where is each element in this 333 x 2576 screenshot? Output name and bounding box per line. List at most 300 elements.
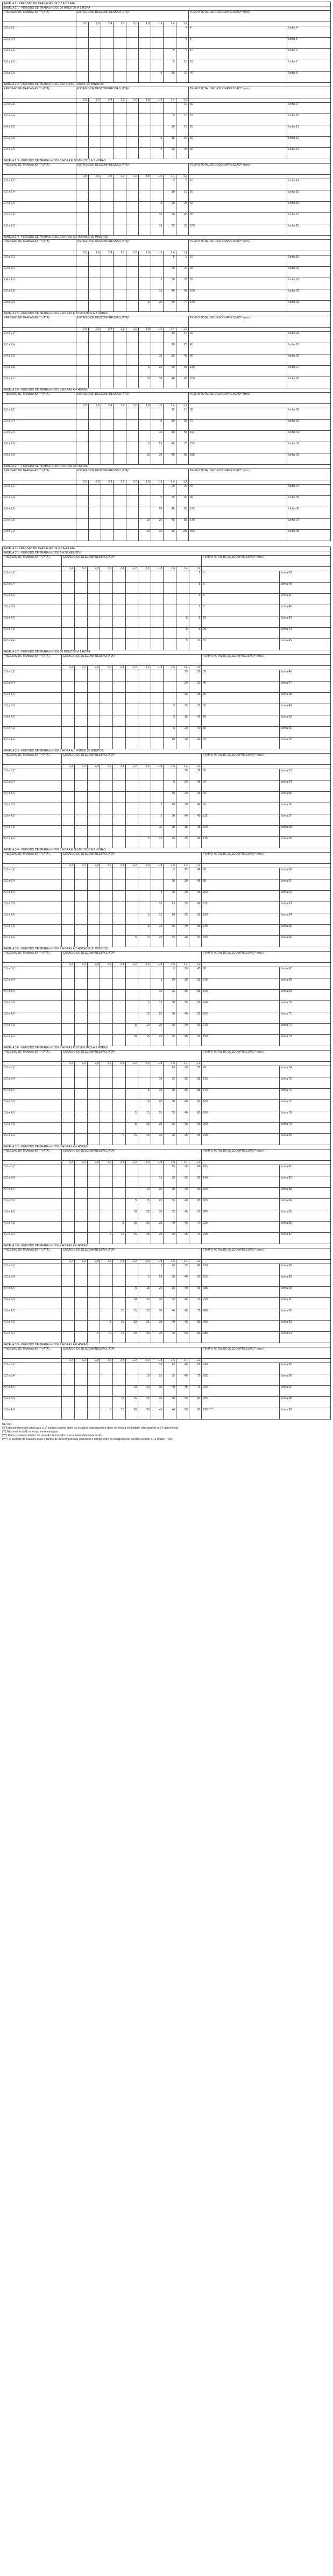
stage-value-cell [138, 868, 151, 879]
total-time-cell: 100 [188, 224, 287, 236]
table-row [3, 125, 331, 137]
stage-value-cell [76, 366, 88, 377]
stage-header-cell: 2,6 [88, 251, 101, 256]
line-label-cell: Linha 35 [287, 496, 331, 507]
stage-value-cell [112, 1386, 125, 1397]
stage-header-blank [3, 666, 62, 670]
stage-value-cell [112, 891, 125, 902]
stage-value-cell: 30 [151, 1210, 164, 1222]
header-tempo: TEMPO TOTAL DE DESCOMPRESSÃO** (min.) [202, 754, 331, 765]
stage-value-cell: 40 [164, 431, 176, 442]
stage-value-cell: 60 [189, 1165, 202, 1176]
stage-value-cell: 10 [176, 103, 188, 114]
table-row [3, 1321, 331, 1332]
stage-header-cell: 2,4 [112, 1161, 125, 1165]
stage-value-cell [112, 594, 125, 605]
table-row [3, 693, 331, 704]
stage-value-cell: 5 [112, 1134, 125, 1145]
stage-value-cell: 45 [176, 289, 188, 301]
stage-value-cell: 15 [125, 1222, 138, 1233]
stage-value-cell [125, 769, 138, 780]
stage-value-cell [76, 354, 88, 366]
stage-value-cell [76, 114, 88, 125]
table-row [3, 343, 331, 354]
stage-value-cell [126, 377, 138, 388]
line-label-cell: Linha 86 [280, 1222, 331, 1233]
stage-value-cell [100, 693, 113, 704]
stage-value-cell [114, 408, 126, 420]
table-row [3, 1165, 331, 1176]
stage-value-cell [126, 519, 138, 530]
stage-header-cell: 2,8 [76, 404, 88, 408]
stage-header-row [3, 98, 331, 103]
total-time-cell: 15 [188, 60, 287, 72]
stage-value-cell [100, 879, 113, 891]
stage-value-cell [138, 72, 151, 83]
stage-header-cell: 3,2 [74, 963, 87, 967]
total-time-cell: 95 [202, 803, 280, 814]
table-row [3, 616, 331, 628]
stage-value-cell: 40 [176, 1100, 189, 1111]
line-label-cell: Linha 94 [280, 1332, 331, 1343]
stage-value-cell [101, 519, 114, 530]
stage-header-cell: 2,0 [138, 963, 151, 967]
stage-value-cell [76, 125, 88, 137]
stage-value-cell [138, 990, 151, 1001]
stage-value-cell: 30 [164, 1089, 176, 1100]
stage-value-cell: 25 [151, 1287, 164, 1298]
line-label-cell: Linha 54 [280, 780, 331, 792]
stage-header-cell: 3,4 [62, 864, 75, 868]
stage-value-cell [112, 978, 125, 990]
stage-value-cell [74, 682, 87, 693]
stage-value-cell [74, 1066, 87, 1077]
stage-value-cell: 25 [164, 1077, 176, 1089]
stage-value-cell: 20 [189, 670, 202, 682]
stage-value-cell [126, 213, 138, 224]
stage-header-cell: 2,8 [87, 666, 100, 670]
stage-header-cell: 1,2 [189, 666, 202, 670]
stage-value-cell [74, 628, 87, 639]
stage-header-cell: 2,2 [125, 1260, 138, 1264]
line-label-cell: Linha 72 [280, 1024, 331, 1035]
stage-value-cell [87, 868, 100, 879]
stage-value-cell [100, 780, 113, 792]
stage-value-cell [101, 332, 114, 343]
pressure-cell: 4,2 a 4,4 [3, 837, 62, 848]
stage-value-cell [126, 26, 138, 38]
table-row [3, 1386, 331, 1397]
stage-value-cell [112, 1012, 125, 1024]
pressure-cell: 2,8 a 2,9 [3, 72, 76, 83]
stage-value-cell: 15 [151, 837, 164, 848]
stage-value-cell [114, 72, 126, 83]
stage-value-cell: 5 [189, 616, 202, 628]
table-row [3, 496, 331, 507]
stage-value-cell: 15 [151, 289, 164, 301]
stage-value-cell: 30 [164, 826, 176, 837]
stage-value-cell [100, 616, 113, 628]
stage-header-blank [202, 765, 331, 769]
stage-header-blank [3, 1062, 62, 1066]
section-title: TABELA 3.7 - PERÍODO DE TRABALHO DE 3 HORAS A 4 HORAS [3, 1145, 331, 1149]
stage-header-cell: 2,6 [88, 175, 101, 179]
line-label-cell: Linha 46 [280, 670, 331, 682]
stage-value-cell [125, 978, 138, 990]
table-row [3, 60, 331, 72]
pressure-cell: 3,2 a 3,4 [3, 1176, 62, 1188]
stage-value-cell: 45 [189, 879, 202, 891]
stage-value-cell [125, 715, 138, 727]
stage-value-cell [74, 583, 87, 594]
table-row [3, 670, 331, 682]
stage-header-blank [188, 328, 330, 332]
stage-value-cell [138, 114, 151, 125]
stage-value-cell [126, 366, 138, 377]
stage-value-cell: 5 [151, 202, 164, 213]
stage-header-cell: 2,6 [100, 567, 113, 571]
stage-header-blank [188, 98, 330, 103]
stage-value-cell [74, 571, 87, 583]
stage-value-cell: 5 [151, 803, 164, 814]
stage-value-cell [138, 583, 151, 594]
stage-value-cell: 35 [176, 826, 189, 837]
stage-value-cell [87, 978, 100, 990]
stage-value-cell [101, 125, 114, 137]
stage-value-cell [62, 1298, 75, 1309]
stage-value-cell: 25 [151, 301, 164, 312]
stage-header-cell: 2,2 [125, 666, 138, 670]
stage-value-cell [62, 967, 75, 978]
stage-value-cell [62, 727, 75, 738]
total-time-cell: 80 [188, 213, 287, 224]
stage-value-cell [114, 114, 126, 125]
stage-value-cell [112, 1287, 125, 1298]
line-label-cell: Linha 87 [280, 1233, 331, 1244]
pressure-cell: 3,0 a 3,2 [3, 571, 62, 583]
stage-value-cell: 35 [164, 354, 176, 366]
total-time-cell: 160 [202, 1188, 280, 1199]
stage-header-blank [3, 98, 76, 103]
section-title-row [3, 236, 331, 240]
stage-value-cell [125, 780, 138, 792]
line-label-cell: Linha 44 [280, 628, 331, 639]
stage-value-cell [112, 682, 125, 693]
stage-header-blank [3, 251, 76, 256]
stage-header-cell: 1,6 [164, 1161, 176, 1165]
header-tempo: TEMPO TOTAL DE DESCOMPRESSÃO** (min.) [202, 1347, 331, 1359]
stage-header-cell: 1,2 [189, 963, 202, 967]
line-label-cell: Linha 32 [287, 442, 331, 453]
stage-value-cell: 35 [164, 1287, 176, 1298]
section-title: TABELA 2.3 - PERÍODO DE TRABALHO DE 1 HORA E 30 MINUTOS A 2 HORAS [3, 159, 331, 164]
stage-value-cell: 5 [189, 583, 202, 594]
total-time-cell: 185 [202, 1374, 280, 1386]
stage-value-cell: 70 [189, 1298, 202, 1309]
stage-header-cell: 1,2 [189, 1359, 202, 1363]
stage-value-cell: 45 [176, 1298, 189, 1309]
table-row [3, 431, 331, 442]
stage-value-cell [151, 267, 164, 278]
header-pressao: PRESSÃO DE TRABALHO *** (ATA) [3, 853, 62, 864]
stage-value-cell [88, 114, 101, 125]
stage-value-cell: 35 [189, 769, 202, 780]
header-tempo: TEMPO TOTAL DE DESCOMPRESSÃO** (min.) [202, 1149, 331, 1161]
line-label-cell: Linha 13 [287, 148, 331, 159]
stage-value-cell [74, 594, 87, 605]
pressure-cell: 2,0 a 2,2 [3, 179, 76, 190]
header-tempo: TEMPO TOTAL DE DESCOMPRESSÃO** (min.) [202, 853, 331, 864]
stage-header-cell: 2,4 [112, 567, 125, 571]
stage-value-cell [138, 814, 151, 826]
pressure-cell: 3,2 a 3,4 [3, 1275, 62, 1287]
pressure-cell: 3,6 a 3,8 [3, 1397, 62, 1408]
stage-value-cell: 10 [164, 738, 176, 749]
stage-value-cell [126, 267, 138, 278]
stage-header-blank [188, 22, 330, 26]
stage-header-cell: 2,8 [87, 567, 100, 571]
stage-header-cell: 1,6 [164, 1260, 176, 1264]
stage-value-cell: 55 [189, 913, 202, 925]
stage-value-cell [125, 670, 138, 682]
stage-header-cell: 3,4 [62, 1359, 75, 1363]
table-row [3, 453, 331, 465]
stage-value-cell [62, 1321, 75, 1332]
stage-value-cell: 15 [125, 1397, 138, 1408]
line-label-cell: Linha 59 [280, 837, 331, 848]
total-time-cell: 155 [202, 1275, 280, 1287]
stage-value-cell [101, 530, 114, 541]
stage-value-cell [100, 1165, 113, 1176]
header-pressao: PRESSÃO DE TRABALHO *** (ATA) [3, 556, 62, 567]
stage-value-cell [87, 1309, 100, 1321]
stage-value-cell: 80 [189, 1397, 202, 1408]
stage-value-cell [74, 879, 87, 891]
pressure-cell: 2,8 a 2,9 [3, 148, 76, 159]
stage-value-cell [112, 769, 125, 780]
stage-value-cell [114, 125, 126, 137]
table-row [3, 891, 331, 902]
stage-value-cell: 35 [164, 1374, 176, 1386]
stage-value-cell [88, 354, 101, 366]
stage-value-cell [88, 202, 101, 213]
stage-value-cell [112, 1374, 125, 1386]
stage-value-cell: 5 [100, 1233, 113, 1244]
stage-value-cell [74, 616, 87, 628]
table-row [3, 967, 331, 978]
stage-value-cell [138, 431, 151, 442]
total-time-cell: 220 [202, 1134, 280, 1145]
stage-value-cell [112, 1100, 125, 1111]
stage-value-cell: 40 [189, 803, 202, 814]
stage-value-cell: 20 [164, 343, 176, 354]
stage-value-cell [114, 442, 126, 453]
stage-value-cell: 45 [176, 1386, 189, 1397]
stage-value-cell [100, 594, 113, 605]
stage-header-cell: 1,4 [176, 1260, 189, 1264]
stage-header-blank [202, 567, 331, 571]
stage-value-cell: 40 [189, 814, 202, 826]
stage-value-cell: 70 [189, 1233, 202, 1244]
pressure-cell: 2,0 a 2,2 [3, 332, 76, 343]
section-title-row [3, 1244, 331, 1248]
line-label-cell: Linha 68 [280, 978, 331, 990]
stage-value-cell: 15 [138, 453, 151, 465]
pressure-cell: 3,4 a 3,6 [3, 1386, 62, 1397]
stage-value-cell: 45 [176, 1035, 189, 1046]
header-estagio: ESTÁGIO DE DESCOMPRESSÃO (ATA)* [62, 556, 202, 567]
stage-value-cell [164, 26, 176, 38]
stage-value-cell [74, 1363, 87, 1374]
stage-value-cell: 10 [112, 1309, 125, 1321]
stage-value-cell: 45 [189, 902, 202, 913]
stage-value-cell: 10 [164, 125, 176, 137]
stage-value-cell: 45 [176, 1222, 189, 1233]
stage-header-blank [188, 175, 330, 179]
stage-value-cell: 40 [164, 1408, 176, 1420]
stage-value-cell: 25 [176, 202, 188, 213]
pressure-cell: 4,0 a 4,2 [3, 1024, 62, 1035]
line-label-cell: Linha 66 [280, 936, 331, 947]
total-time-cell: 30 [188, 408, 287, 420]
line-label-cell: Linha 92 [280, 1309, 331, 1321]
stage-value-cell [74, 1134, 87, 1145]
table-row [3, 190, 331, 202]
stage-value-cell [88, 137, 101, 148]
line-label-cell: Linha 81 [280, 1165, 331, 1176]
pressure-cell: 3,8 a 4,0 [3, 1012, 62, 1024]
stage-value-cell: 10 [138, 1024, 151, 1035]
table-row [3, 769, 331, 780]
stage-value-cell [100, 1309, 113, 1321]
total-time-cell: 45 [188, 343, 287, 354]
stage-header-cell: 2,2 [114, 22, 126, 26]
stage-value-cell [100, 1024, 113, 1035]
stage-value-cell: 30 [176, 978, 189, 990]
stage-value-cell [125, 1100, 138, 1111]
stage-value-cell: 5 [164, 179, 176, 190]
stage-header-cell: 2,4 [101, 22, 114, 26]
stage-value-cell [101, 485, 114, 496]
stage-value-cell [76, 289, 88, 301]
stage-value-cell [101, 72, 114, 83]
stage-value-cell: 20 [151, 507, 164, 519]
total-time-cell: 140 [202, 1001, 280, 1012]
stage-value-cell [74, 978, 87, 990]
stage-header-cell: 2,8 [87, 1260, 100, 1264]
stage-value-cell [87, 780, 100, 792]
stage-header-cell: 2,0 [138, 864, 151, 868]
stage-value-cell: 65 [189, 1287, 202, 1298]
stage-value-cell: 30 [151, 1309, 164, 1321]
line-label-cell: Linha 74 [280, 1066, 331, 1077]
stage-value-cell [112, 814, 125, 826]
stage-value-cell [164, 682, 176, 693]
stage-value-cell: 15 [151, 925, 164, 936]
total-time-cell: 50 [202, 769, 280, 780]
table-row [3, 1408, 331, 1420]
stage-value-cell [138, 38, 151, 49]
stage-value-cell: 5 [87, 1332, 100, 1343]
stage-header-cell: 1,4 [164, 404, 176, 408]
header-estagio: ESTÁGIO DE DESCOMPRESSÃO (ATA)* [62, 655, 202, 666]
stage-value-cell: 30 [151, 453, 164, 465]
stage-value-cell: 35 [151, 1321, 164, 1332]
stage-value-cell [100, 1264, 113, 1275]
stage-value-cell [62, 1332, 75, 1343]
stage-value-cell [62, 704, 75, 715]
stage-value-cell [87, 616, 100, 628]
line-label-cell: Linha 15 [287, 190, 331, 202]
stage-value-cell [112, 868, 125, 879]
stage-header-cell: 2,8 [76, 98, 88, 103]
stage-value-cell: 15 [151, 1001, 164, 1012]
stage-header-cell: 1,6 [164, 963, 176, 967]
pressure-cell: 2,0 a 2,2 [3, 103, 76, 114]
total-time-cell: 115 [202, 902, 280, 913]
stage-header-cell: 2,0 [126, 22, 138, 26]
stage-value-cell [126, 408, 138, 420]
stage-value-cell [151, 616, 164, 628]
table-row [3, 332, 331, 343]
total-time-cell: 65 [202, 727, 280, 738]
stage-value-cell [114, 507, 126, 519]
header-tempo: TEMPO TOTAL DE DESCOMPRESSÃO** (min.) [202, 952, 331, 963]
stage-header-cell: 1,4 [164, 480, 176, 485]
line-label-cell: Linha 11 [287, 125, 331, 137]
section-title: TABELA 3.2 - PERÍODO DE TRABALHO DE 30 MINUTOS A 1 HORA [3, 650, 331, 655]
stage-value-cell [126, 507, 138, 519]
stage-value-cell [74, 1222, 87, 1233]
stage-value-cell [138, 60, 151, 72]
stage-value-cell: 30 [164, 1012, 176, 1024]
stage-value-cell [112, 803, 125, 814]
stage-value-cell: 40 [189, 715, 202, 727]
section-title-row [3, 749, 331, 754]
total-time-cell: 125 [202, 837, 280, 848]
stage-header-blank [202, 1062, 331, 1066]
stage-value-cell [100, 1298, 113, 1309]
pressure-cell: 3,2 a 3,4 [3, 780, 62, 792]
line-label-cell: Linha 42 [280, 605, 331, 616]
stage-value-cell [138, 803, 151, 814]
stage-value-cell [88, 496, 101, 507]
stage-value-cell: 5 [138, 301, 151, 312]
total-time-cell: 150 [188, 442, 287, 453]
stage-value-cell: 20 [176, 792, 189, 803]
stage-header-cell: 2,4 [101, 404, 114, 408]
pressure-cell: 3,0 a 3,2 [3, 967, 62, 978]
table-row [3, 1374, 331, 1386]
stage-value-cell [76, 213, 88, 224]
header-tempo: TEMPO TOTAL DE DESCOMPRESSÃO** (min.) [188, 393, 330, 404]
pressure-cell: 2,6 a 2,8 [3, 442, 76, 453]
stage-value-cell [74, 792, 87, 803]
stage-value-cell [100, 792, 113, 803]
pressure-cell: 4,2 a 4,4 [3, 1134, 62, 1145]
stage-value-cell [74, 1024, 87, 1035]
stage-value-cell: 10 [164, 1066, 176, 1077]
stage-value-cell [114, 366, 126, 377]
stage-value-cell [100, 1374, 113, 1386]
total-time-cell: 90 [188, 354, 287, 366]
stage-header-cell: 1,4 [176, 864, 189, 868]
stage-header-cell: 2,4 [112, 963, 125, 967]
column-header-row [3, 240, 331, 251]
stage-value-cell [125, 594, 138, 605]
stage-value-cell [87, 1111, 100, 1123]
stage-value-cell: 40 [176, 1024, 189, 1035]
